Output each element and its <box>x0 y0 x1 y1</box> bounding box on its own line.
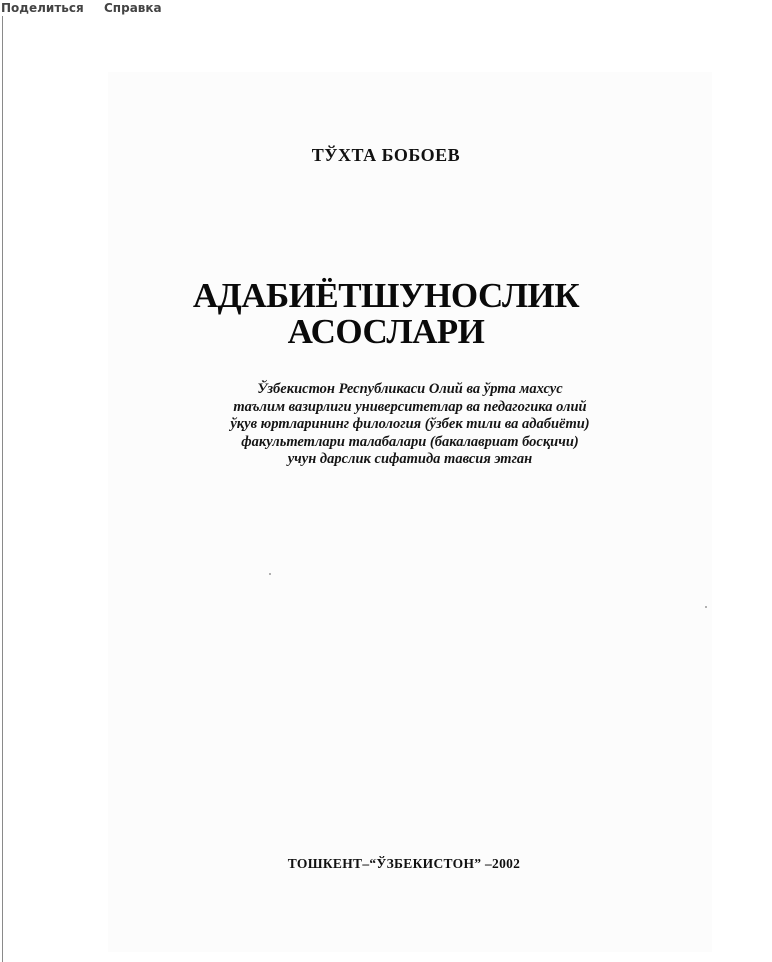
approval-line-1: Ўзбекистон Республикаси Олий ва ўрта махсус <box>257 381 563 397</box>
book-author: ТЎХТА БОБОЕВ <box>311 145 461 165</box>
scan-speck <box>269 573 271 575</box>
book-title-line-2: АСОСЛАРИ <box>287 312 485 351</box>
book-title-line-1: АДАБИЁТШУНОСЛИК <box>192 276 580 315</box>
scan-speck <box>705 606 707 608</box>
menu-item-help[interactable]: Справка <box>104 1 162 15</box>
publisher-imprint: ТОШКЕНТ–“ЎЗБЕКИСТОН” –2002 <box>287 856 521 871</box>
approval-line-3: ўқув юртларининг филология (ўзбек тили ва адабиёти) <box>230 416 590 432</box>
approval-statement <box>0 381 772 469</box>
approval-line-5: учун дарслик сифатида тавсия этган <box>287 451 533 467</box>
approval-line-4: факультетлари талабалари (бакалавриат босқичи) <box>241 433 579 450</box>
scanned-page-area <box>108 72 712 952</box>
menu-bar <box>0 0 772 16</box>
menu-item-share[interactable]: Поделиться <box>1 1 84 15</box>
approval-line-2: таълим вазирлиги университетлар ва педагогика олий <box>233 398 587 415</box>
